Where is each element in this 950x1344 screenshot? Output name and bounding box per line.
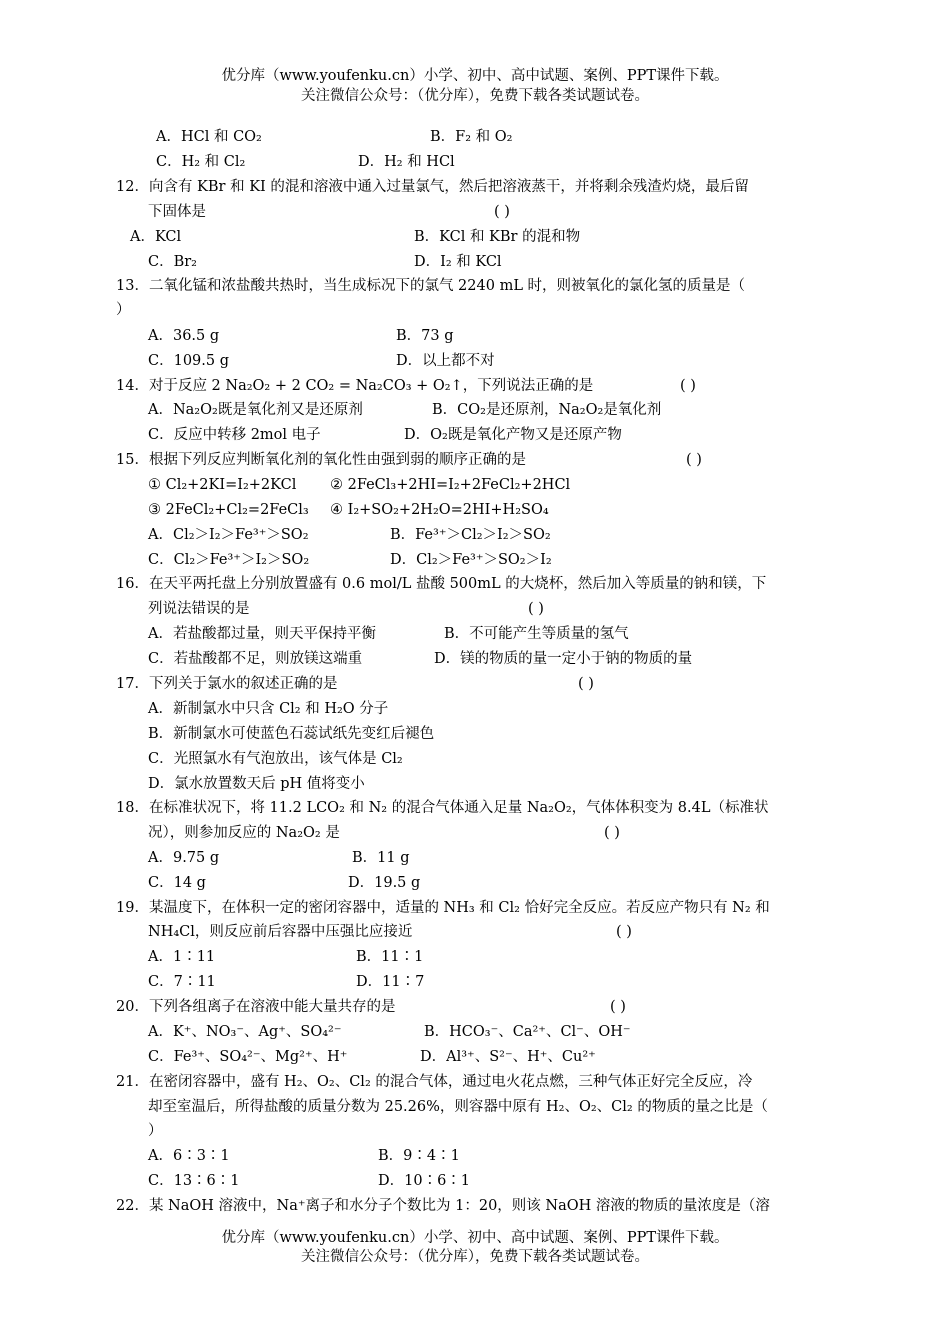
q16-option-c: C．若盐酸都不足，则放镁这端重 — [148, 651, 363, 667]
q16-option-b: B．不可能产生等质量的氢气 — [444, 626, 629, 642]
q20-answer-paren: ( ) — [610, 999, 626, 1015]
q19-stem-line-2: NH₄Cl，则反应前后容器中压强比应接近 — [148, 924, 413, 940]
q16-stem-line-2: 列说法错误的是 — [148, 601, 250, 617]
q19-stem-line-1: 19．某温度下，在体积一定的密闭容器中，适量的 NH₃ 和 Cl₂ 恰好完全反应。若反应产物只有 N₂ 和 — [116, 900, 770, 916]
q15-option-a: A．Cl₂＞I₂＞Fe³⁺＞SO₂ — [148, 527, 309, 543]
q16-stem-line-1: 16．在天平两托盘上分别放置盛有 0.6 mol/L 盐酸 500mL 的大烧杯，然后加入等质量的钠和镁，下 — [116, 576, 767, 592]
q12-stem-line-1: 12．向含有 KBr 和 KI 的混和溶液中通入过量氯气，然后把溶液蒸干，并将剩余残渣灼烧，最后留 — [116, 179, 749, 195]
q19-option-d: D．11∶7 — [356, 974, 425, 990]
q20-option-c: C．Fe³⁺、SO₄²⁻、Mg²⁺、H⁺ — [148, 1049, 348, 1065]
q15-reaction-3: ③ 2FeCl₂+Cl₂=2FeCl₃ — [148, 502, 309, 518]
q15-answer-paren: ( ) — [686, 452, 702, 468]
q14-option-c: C．反应中转移 2mol 电子 — [148, 427, 321, 443]
q12-option-d: D．I₂ 和 KCl — [414, 254, 502, 270]
q19-option-c: C．7∶11 — [148, 974, 216, 990]
q18-option-b: B．11 g — [352, 850, 410, 866]
q11-option-d: D．H₂ 和 HCl — [358, 154, 455, 170]
q11-option-a: A．HCl 和 CO₂ — [156, 129, 262, 145]
q13-option-a: A．36.5 g — [148, 328, 220, 344]
q12-answer-paren: ( ) — [494, 204, 510, 220]
header-line-1: 优分库（www.youfenku.cn）小学、初中、高中试题、案例、PPT课件下载。 — [221, 68, 729, 84]
q17-answer-paren: ( ) — [578, 676, 594, 692]
q13-stem-line-2: ） — [116, 302, 131, 318]
q17-stem: 17．下列关于氯水的叙述正确的是 — [116, 676, 338, 692]
q15-option-d: D．Cl₂＞Fe³⁺＞SO₂＞I₂ — [390, 552, 552, 568]
q17-option-d: D．氯水放置数天后 pH 值将变小 — [148, 776, 365, 792]
q13-stem-line-1: 13．二氧化锰和浓盐酸共热时，当生成标况下的氯气 2240 mL 时，则被氧化的氯化氢的质量是（ — [116, 278, 746, 294]
q18-answer-paren: ( ) — [604, 825, 620, 841]
q12-option-c: C．Br₂ — [148, 254, 197, 270]
q21-option-d: D．10∶6∶1 — [378, 1173, 471, 1189]
q21-option-c: C．13∶6∶1 — [148, 1173, 240, 1189]
q21-option-b: B．9∶4∶1 — [378, 1148, 460, 1164]
q12-option-b: B．KCl 和 KBr 的混和物 — [414, 229, 581, 245]
q16-option-d: D．镁的物质的量一定小于钠的物质的量 — [434, 651, 693, 667]
q15-reaction-2: ② 2FeCl₃+2HI=I₂+2FeCl₂+2HCl — [330, 477, 571, 493]
q19-option-a: A．1∶11 — [148, 949, 216, 965]
q13-option-c: C．109.5 g — [148, 353, 229, 369]
q18-option-a: A．9.75 g — [148, 850, 220, 866]
q15-reaction-4: ④ I₂+SO₂+2H₂O=2HI+H₂SO₄ — [330, 502, 549, 518]
q14-option-b: B．CO₂是还原剂，Na₂O₂是氧化剂 — [432, 402, 662, 418]
q18-stem-line-1: 18．在标准状况下，将 11.2 LCO₂ 和 N₂ 的混合气体通入足量 Na₂O₂，气体体积变为 8.4L（标准状 — [116, 800, 769, 816]
header-line-2: 关注微信公众号：（优分库），免费下载各类试题试卷。 — [301, 88, 649, 104]
q21-stem-line-3: ） — [148, 1123, 163, 1139]
q15-option-c: C．Cl₂＞Fe³⁺＞I₂＞SO₂ — [148, 552, 310, 568]
q15-stem: 15．根据下列反应判断氧化剂的氧化性由强到弱的顺序正确的是 — [116, 452, 526, 468]
q19-option-b: B．11∶1 — [356, 949, 424, 965]
q20-option-b: B．HCO₃⁻、Ca²⁺、Cl⁻、OH⁻ — [424, 1024, 631, 1040]
q20-option-a: A．K⁺、NO₃⁻、Ag⁺、SO₄²⁻ — [148, 1024, 342, 1040]
q18-option-d: D．19.5 g — [348, 875, 421, 891]
q18-option-c: C．14 g — [148, 875, 206, 891]
q21-stem-line-2: 却至室温后，所得盐酸的质量分数为 25.26%，则容器中原有 H₂、O₂、Cl₂ 的物质的量之比是（ — [148, 1099, 768, 1115]
q14-option-d: D．O₂既是氧化产物又是还原产物 — [404, 427, 622, 443]
q14-answer-paren: ( ) — [680, 378, 696, 394]
q19-answer-paren: ( ) — [616, 924, 632, 940]
q17-option-b: B．新制氯水可使蓝色石蕊试纸先变红后褪色 — [148, 726, 435, 742]
q15-option-b: B．Fe³⁺＞Cl₂＞I₂＞SO₂ — [390, 527, 551, 543]
q11-option-b: B．F₂ 和 O₂ — [430, 129, 513, 145]
q13-option-d: D．以上都不对 — [396, 353, 495, 369]
q16-option-a: A．若盐酸都过量，则天平保持平衡 — [148, 626, 376, 642]
q15-reaction-1: ① Cl₂+2KI=I₂+2KCl — [148, 477, 297, 493]
q14-stem: 14．对于反应 2 Na₂O₂ + 2 CO₂ = Na₂CO₃ + O₂↑，下列说法正确的是 — [116, 378, 594, 394]
q18-stem-line-2: 况），则参加反应的 Na₂O₂ 是 — [148, 825, 340, 841]
q21-stem-line-1: 21．在密闭容器中，盛有 H₂、O₂、Cl₂ 的混合气体，通过电火花点燃，三种气体正好完全反应，冷 — [116, 1074, 753, 1090]
q17-option-c: C．光照氯水有气泡放出，该气体是 Cl₂ — [148, 751, 403, 767]
q20-stem: 20．下列各组离子在溶液中能大量共存的是 — [116, 999, 396, 1015]
q13-option-b: B．73 g — [396, 328, 454, 344]
q11-option-c: C．H₂ 和 Cl₂ — [156, 154, 246, 170]
q21-option-a: A．6∶3∶1 — [148, 1148, 230, 1164]
q17-option-a: A．新制氯水中只含 Cl₂ 和 H₂O 分子 — [148, 701, 389, 717]
q14-option-a: A．Na₂O₂既是氧化剂又是还原剂 — [148, 402, 363, 418]
q12-option-a: A．KCl — [130, 229, 182, 245]
footer-line-1: 优分库（www.youfenku.cn）小学、初中、高中试题、案例、PPT课件下载。 — [221, 1230, 729, 1246]
q16-answer-paren: ( ) — [528, 601, 544, 617]
q20-option-d: D．Al³⁺、S²⁻、H⁺、Cu²⁺ — [420, 1049, 596, 1065]
q22-stem-line-1: 22．某 NaOH 溶液中，Na⁺离子和水分子个数比为 1：20，则该 NaOH 溶液的物质的量浓度是（溶 — [116, 1198, 770, 1214]
footer-line-2: 关注微信公众号：（优分库），免费下载各类试题试卷。 — [301, 1249, 649, 1265]
q12-stem-line-2: 下固体是 — [148, 204, 206, 220]
